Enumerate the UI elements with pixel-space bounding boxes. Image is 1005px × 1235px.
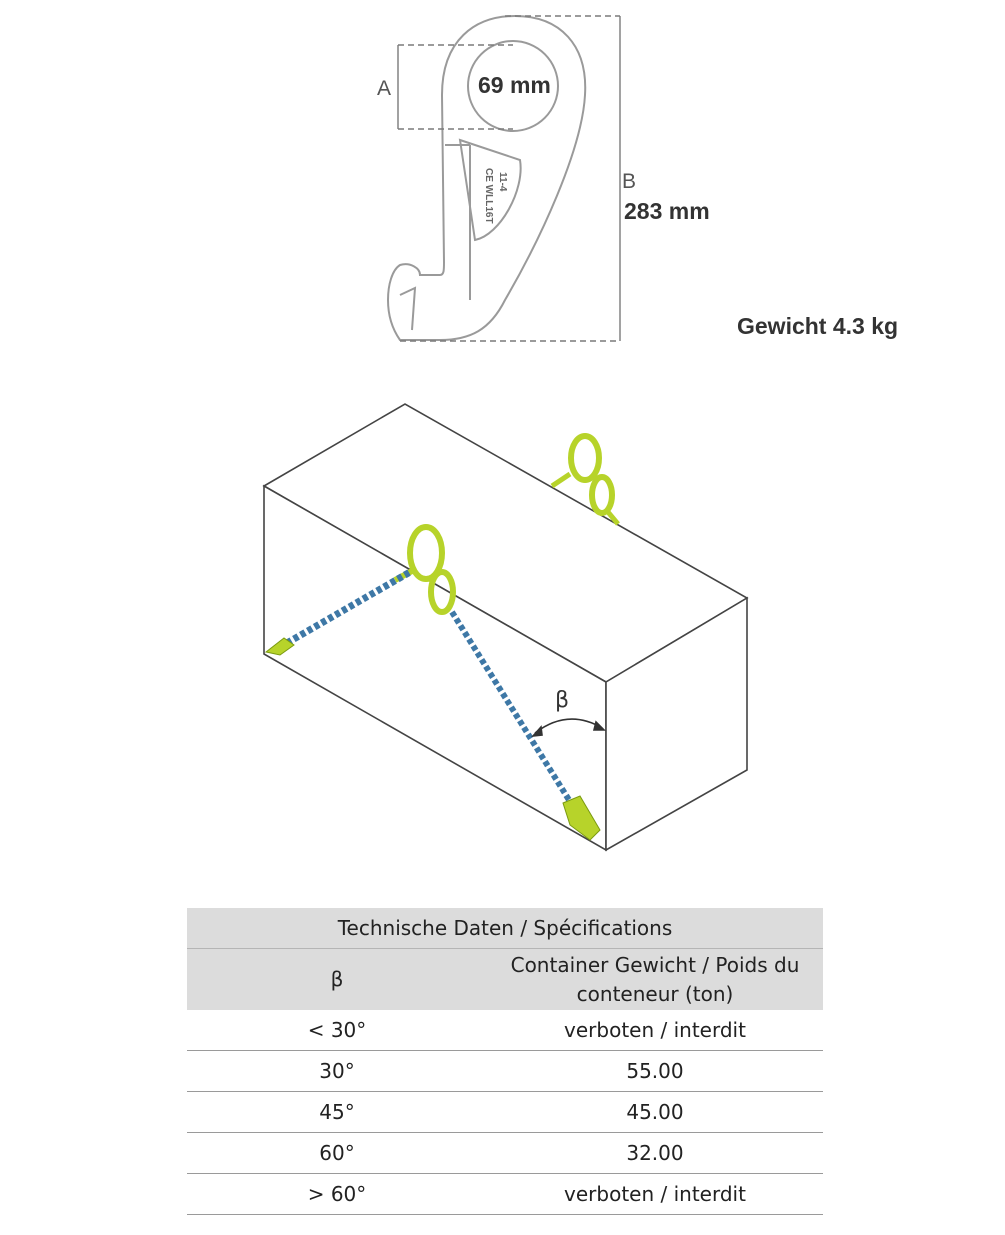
hook-weight: Gewicht 4.3 kg bbox=[737, 313, 899, 339]
row-angle: 30° bbox=[187, 1051, 487, 1092]
column-header-weight-line1: Container Gewicht / Poids du bbox=[510, 952, 800, 977]
table-row bbox=[187, 1133, 823, 1174]
container-box bbox=[264, 404, 747, 850]
eye-diameter-value: 69 mm bbox=[478, 72, 551, 98]
dimension-b-label: B bbox=[622, 170, 637, 193]
beta-angle-label: β bbox=[555, 688, 570, 713]
dimension-b-value: 283 mm bbox=[624, 198, 710, 224]
row-value: verboten / interdit bbox=[487, 1174, 823, 1215]
row-angle: 60° bbox=[187, 1133, 487, 1174]
row-angle: < 30° bbox=[187, 1010, 487, 1051]
engraving-line-2: 11-4 bbox=[497, 172, 508, 192]
engraving-line-1: CE WLL16T bbox=[483, 168, 494, 224]
dimension-a-label: A bbox=[377, 77, 392, 100]
table-row bbox=[187, 1092, 823, 1133]
row-angle: 45° bbox=[187, 1092, 487, 1133]
table-title: Technische Daten / Spécifications bbox=[187, 908, 823, 949]
hook-engraving bbox=[476, 168, 536, 238]
specifications-table bbox=[187, 908, 823, 1215]
table-header-row bbox=[187, 949, 823, 1011]
row-value: verboten / interdit bbox=[487, 1010, 823, 1051]
row-value: 55.00 bbox=[487, 1051, 823, 1092]
table-row bbox=[187, 1051, 823, 1092]
row-angle: > 60° bbox=[187, 1174, 487, 1215]
column-header-weight-line2: conteneur (ton) bbox=[576, 981, 734, 1006]
column-header-beta: β bbox=[187, 949, 487, 1011]
row-value: 45.00 bbox=[487, 1092, 823, 1133]
row-value: 32.00 bbox=[487, 1133, 823, 1174]
table-row bbox=[187, 1174, 823, 1215]
table-title-row bbox=[187, 908, 823, 949]
column-header-weight bbox=[487, 949, 823, 1011]
table-row bbox=[187, 1010, 823, 1051]
